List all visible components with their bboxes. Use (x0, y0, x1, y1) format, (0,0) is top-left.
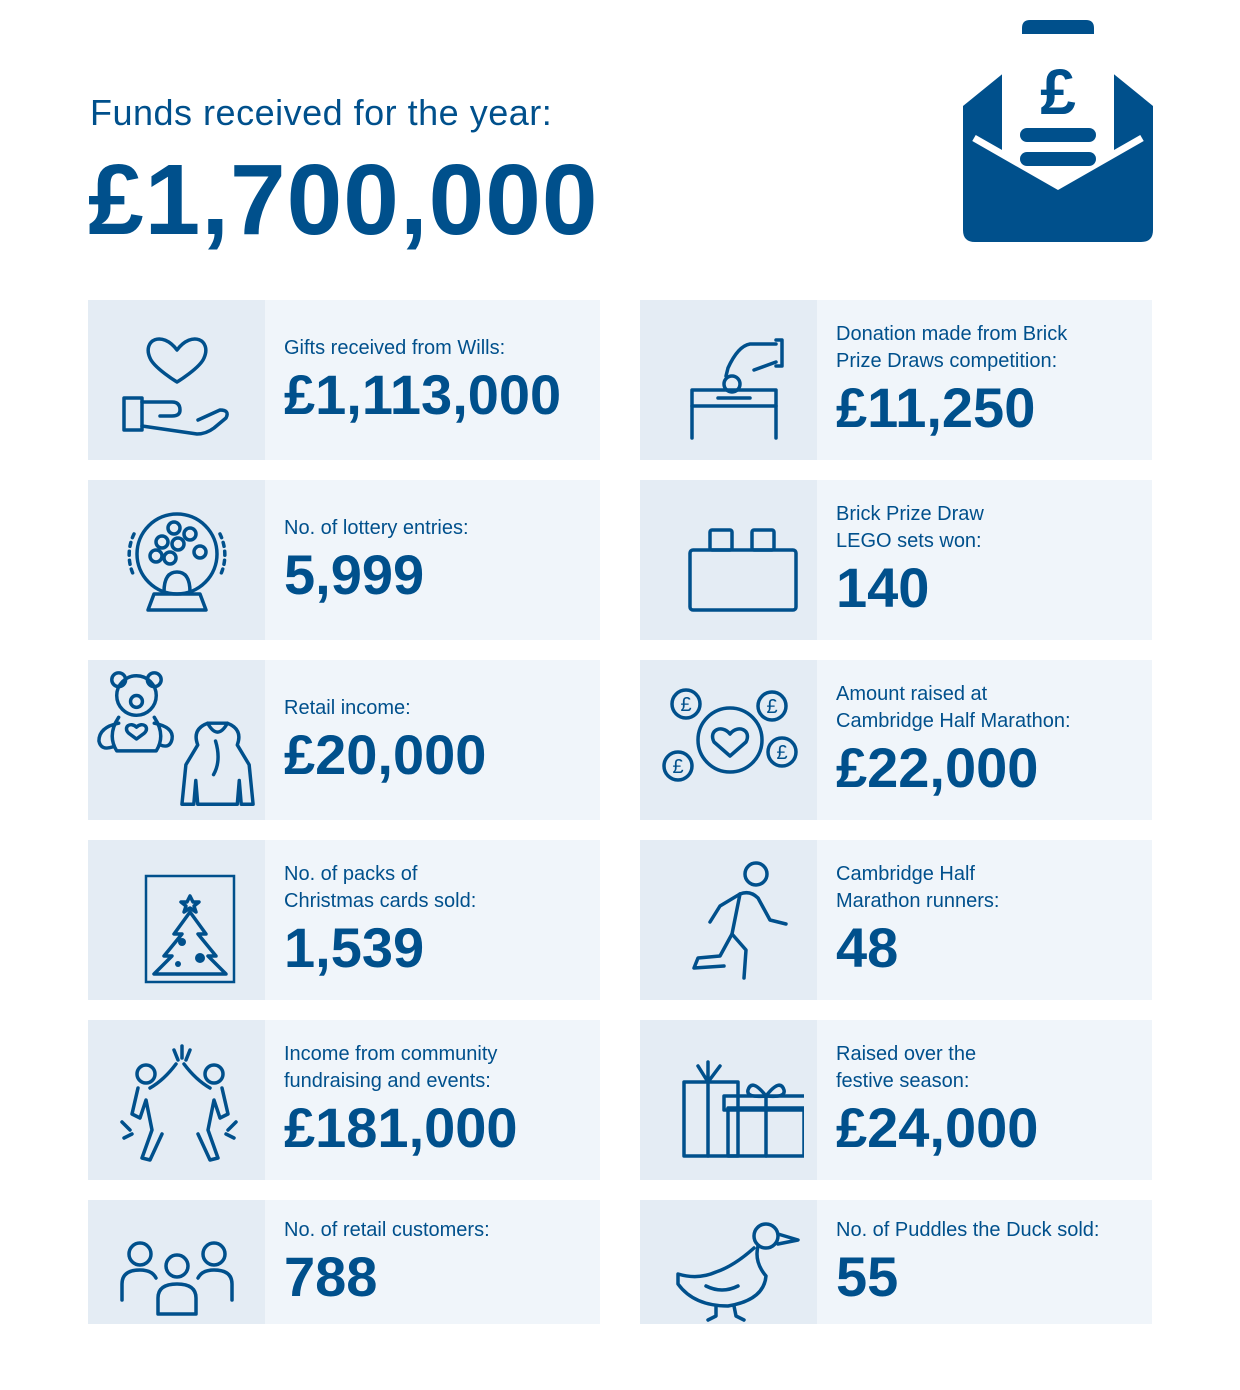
teddy-bear-jumper-icon (93, 665, 261, 815)
stat-label: Cambridge Half Marathon runners: (836, 863, 1000, 912)
svg-text:£: £ (1040, 56, 1076, 128)
stat-value: £11,250 (836, 376, 1036, 439)
duck-icon (654, 1200, 804, 1324)
stat-card-wills (88, 300, 600, 460)
funds-total: £1,700,000 (88, 144, 599, 256)
stat-card-marathon-runners (640, 840, 1152, 1000)
christmas-card-icon (102, 850, 252, 990)
stat-label: Amount raised at Cambridge Half Marathon: (836, 683, 1071, 732)
stat-card-festive-season (640, 1020, 1152, 1180)
people-group-icon (102, 1200, 252, 1324)
envelope-pound-icon (962, 18, 1154, 244)
stat-card-lottery (88, 480, 600, 640)
stat-label: Brick Prize Draw LEGO sets won: (836, 503, 984, 552)
stat-label: Gifts received from Wills: (284, 336, 506, 359)
lego-brick-icon (654, 490, 804, 630)
stat-value: £20,000 (284, 722, 487, 786)
stat-value: £22,000 (836, 736, 1039, 799)
stat-label: No. of retail customers: (284, 1218, 490, 1241)
stat-card-christmas-cards (88, 840, 600, 1000)
high-five-icon (102, 1030, 252, 1170)
ballot-box-icon (654, 310, 804, 450)
svg-text:£: £ (671, 756, 684, 778)
gifts-icon (654, 1030, 804, 1170)
funds-subtitle: Funds received for the year: (90, 92, 553, 133)
svg-text:£: £ (679, 694, 692, 716)
stat-value: 48 (836, 916, 899, 979)
heart-coins-icon (654, 670, 804, 810)
stat-label: No. of packs of Christmas cards sold: (284, 863, 477, 912)
stat-value: 1,539 (284, 916, 425, 979)
stat-value: 788 (284, 1244, 378, 1308)
stat-value: 5,999 (284, 542, 425, 606)
stat-card-retail-income (88, 660, 600, 820)
stat-value: £24,000 (836, 1096, 1039, 1159)
stat-value: £1,113,000 (284, 362, 562, 426)
stat-card-marathon-amount (640, 660, 1152, 820)
stat-label: Raised over the festive season: (836, 1043, 977, 1092)
hand-heart-icon (102, 310, 252, 450)
stat-label: Income from community fundraising and events: (284, 1043, 498, 1092)
stat-card-lego-sets (640, 480, 1152, 640)
svg-text:£: £ (765, 696, 778, 718)
runner-icon (654, 850, 804, 990)
stat-value: 140 (836, 556, 930, 619)
stat-card-retail-customers (88, 1200, 600, 1324)
stat-card-brick-donation (640, 300, 1152, 460)
stat-value: £181,000 (284, 1096, 518, 1159)
stat-label: Retail income: (284, 696, 411, 719)
stat-label: No. of lottery entries: (284, 516, 469, 539)
stat-value: 55 (836, 1244, 899, 1308)
stat-card-community-fundraising (88, 1020, 600, 1180)
svg-text:£: £ (775, 742, 788, 764)
stat-card-puddles-duck (640, 1200, 1152, 1324)
stat-label: Donation made from Brick Prize Draws competition: (836, 323, 1068, 372)
lottery-machine-icon (102, 490, 252, 630)
stat-label: No. of Puddles the Duck sold: (836, 1218, 1100, 1241)
